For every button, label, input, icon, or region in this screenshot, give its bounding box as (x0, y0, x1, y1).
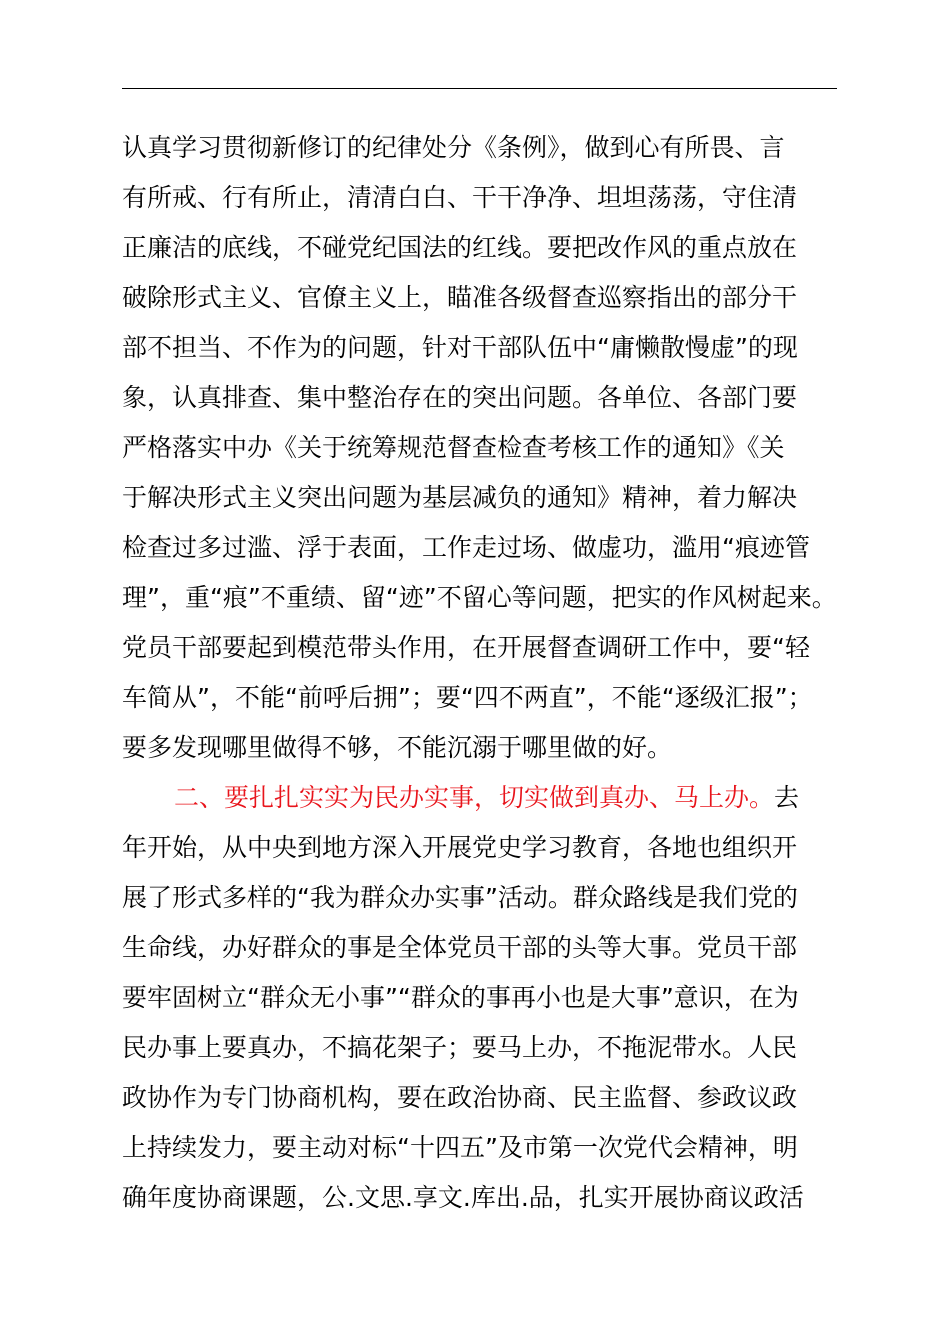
text-line: 上持续发力，要主动对标“十四五”及市第一次党代会精神，明 (122, 1133, 798, 1162)
text-line: 要多发现哪里做得不够，不能沉溺于哪里做的好。 (122, 733, 673, 762)
text-line: 严格落实中办《关于统筹规范督查检查考核工作的通知》《关 (122, 433, 785, 462)
text-line: 破除形式主义、官僚主义上，瞄准各级督查巡察指出的部分干 (122, 283, 798, 312)
text-line: 于解决形式主义突出问题为基层减负的通知》精神，着力解决 (122, 483, 798, 512)
text-line: 展了形式多样的“我为群众办实事”活动。群众路线是我们党的 (122, 883, 798, 912)
text-line: 生命线，办好群众的事是全体党员干部的头等大事。党员干部 (122, 933, 798, 962)
text-line: 党员干部要起到模范带头作用，在开展督查调研工作中，要“轻 (122, 633, 810, 662)
text-line: 民办事上要真办，不搞花架子；要马上办，不拖泥带水。人民 (122, 1033, 798, 1062)
text-line: 检查过多过滥、浮于表面，工作走过场、做虚功，滥用“痕迹管 (122, 533, 810, 562)
text-line: 部不担当、不作为的问题，针对干部队伍中“庸懒散慢虚”的现 (122, 333, 798, 362)
text-line: 理”，重“痕”不重绩、留“迹”不留心等问题，把实的作风树起来。 (122, 583, 837, 612)
paragraph-1 (122, 123, 842, 773)
text-line: 车简从”，不能“前呼后拥”；要“四不两直”，不能“逐级汇报”； (122, 683, 813, 712)
text-line: 年开始，从中央到地方深入开展党史学习教育，各地也组织开 (122, 833, 798, 862)
text-line: 有所戒、行有所止，清清白白、干干净净、坦坦荡荡，守住清 (122, 183, 798, 212)
text-line: 要牢固树立“群众无小事”“群众的事再小也是大事”意识，在为 (122, 983, 799, 1012)
section-heading: 二、要扎扎实实为民办实事，切实做到真办、马上办。 (174, 783, 775, 812)
text-line: 认真学习贯彻新修订的纪律处分《条例》，做到心有所畏、言 (122, 133, 785, 162)
text-line: 确年度协商课题，公.文思.享文.库出.品，扎实开展协商议政活 (122, 1183, 804, 1212)
text-line: 正廉洁的底线，不碰党纪国法的红线。要把改作风的重点放在 (122, 233, 798, 262)
header-rule (122, 88, 837, 89)
section-heading-line (122, 773, 842, 823)
heading-line-tail: 去 (774, 783, 800, 812)
paragraph-2 (122, 773, 842, 1223)
text-line: 象，认真排查、集中整治存在的突出问题。各单位、各部门要 (122, 383, 798, 412)
text-line: 政协作为专门协商机构，要在政治协商、民主监督、参政议政 (122, 1083, 798, 1112)
